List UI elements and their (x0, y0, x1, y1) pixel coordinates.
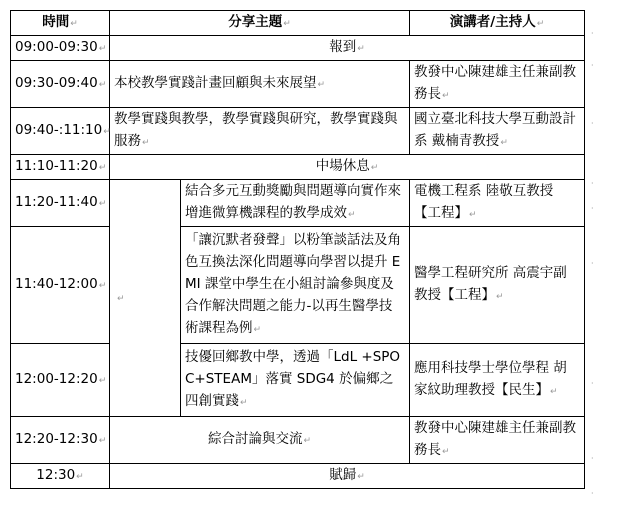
agenda-table (10, 10, 585, 489)
table-row (11, 61, 585, 108)
speaker-cell: 醫學工程研究所 高震宇副教授【工程】↵ (410, 227, 585, 344)
table-row (11, 417, 585, 464)
row-end-marker: · (591, 379, 594, 388)
row-end-marker: · (591, 179, 594, 188)
row-end-marker: · (591, 454, 594, 463)
time-cell: 09:40-:11:10↵ (11, 108, 110, 155)
topic-cell: 「讓沉默者發聲」以粉筆談話法及角色互換法深化問題導向學習以提升 EMI 課堂中學生在小組討論參與度及合作解決問題之能力-以再生醫學技術課程為例↵ (181, 227, 410, 344)
table-row (11, 344, 585, 417)
time-cell: 12:00-12:20↵ (11, 344, 110, 417)
time-cell: 09:30-09:40↵ (11, 61, 110, 108)
topic-cell: 教學實踐與教學，教學實踐與研究，教學實踐與服務↵ (110, 108, 410, 155)
table-row (11, 180, 585, 227)
event-cell: 報到↵ (110, 36, 585, 61)
row-end-marker: · (591, 204, 594, 213)
time-cell: 12:20-12:30↵ (11, 417, 110, 464)
time-cell: 09:00-09:30↵ (11, 36, 110, 61)
row-end-marker: · (591, 119, 594, 128)
table-row (11, 227, 585, 344)
topic-cell: 本校教學實踐計畫回顧與未來展望↵ (110, 61, 410, 108)
header-time: 時間↵ (11, 11, 110, 36)
table-row (11, 155, 585, 180)
table-row (11, 36, 585, 61)
table-header-row (11, 11, 585, 36)
speaker-cell: 電機工程系 陸敬互教授【工程】↵ (410, 180, 585, 227)
row-end-marker: · (591, 259, 594, 268)
header-topic: 分享主題↵ (110, 11, 410, 36)
session-group-cell: ↵ (110, 180, 181, 417)
speaker-cell: 教發中心陳建雄主任兼副教務長↵ (410, 417, 585, 464)
time-cell: 11:40-12:00↵ (11, 227, 110, 344)
speaker-cell: 教發中心陳建雄主任兼副教務長↵ (410, 61, 585, 108)
header-speaker: 演講者/主持人↵ (410, 11, 585, 36)
topic-cell: 綜合討論與交流↵ (110, 417, 410, 464)
time-cell: 11:20-11:40↵ (11, 180, 110, 227)
event-cell: 賦歸↵ (110, 464, 585, 489)
topic-cell: 結合多元互動獎勵與問題導向實作來增進微算機課程的教學成效↵ (181, 180, 410, 227)
time-cell: 12:30↵ (11, 464, 110, 489)
row-end-marker: · (591, 489, 594, 498)
topic-cell: 技優回鄉教中學，透過「LdL +SPOC+STEAM」落實 SDG4 於偏鄉之四創實踐↵ (181, 344, 410, 417)
row-end-marker: · (591, 61, 594, 70)
row-end-marker: · (591, 29, 594, 38)
table-row (11, 464, 585, 489)
time-cell: 11:10-11:20↵ (11, 155, 110, 180)
event-cell: 中場休息↵ (110, 155, 585, 180)
table-row (11, 108, 585, 155)
speaker-cell: 應用科技學士學位學程 胡家紋助理教授【民生】↵ (410, 344, 585, 417)
speaker-cell: 國立臺北科技大學互動設計系 戴楠青教授↵ (410, 108, 585, 155)
